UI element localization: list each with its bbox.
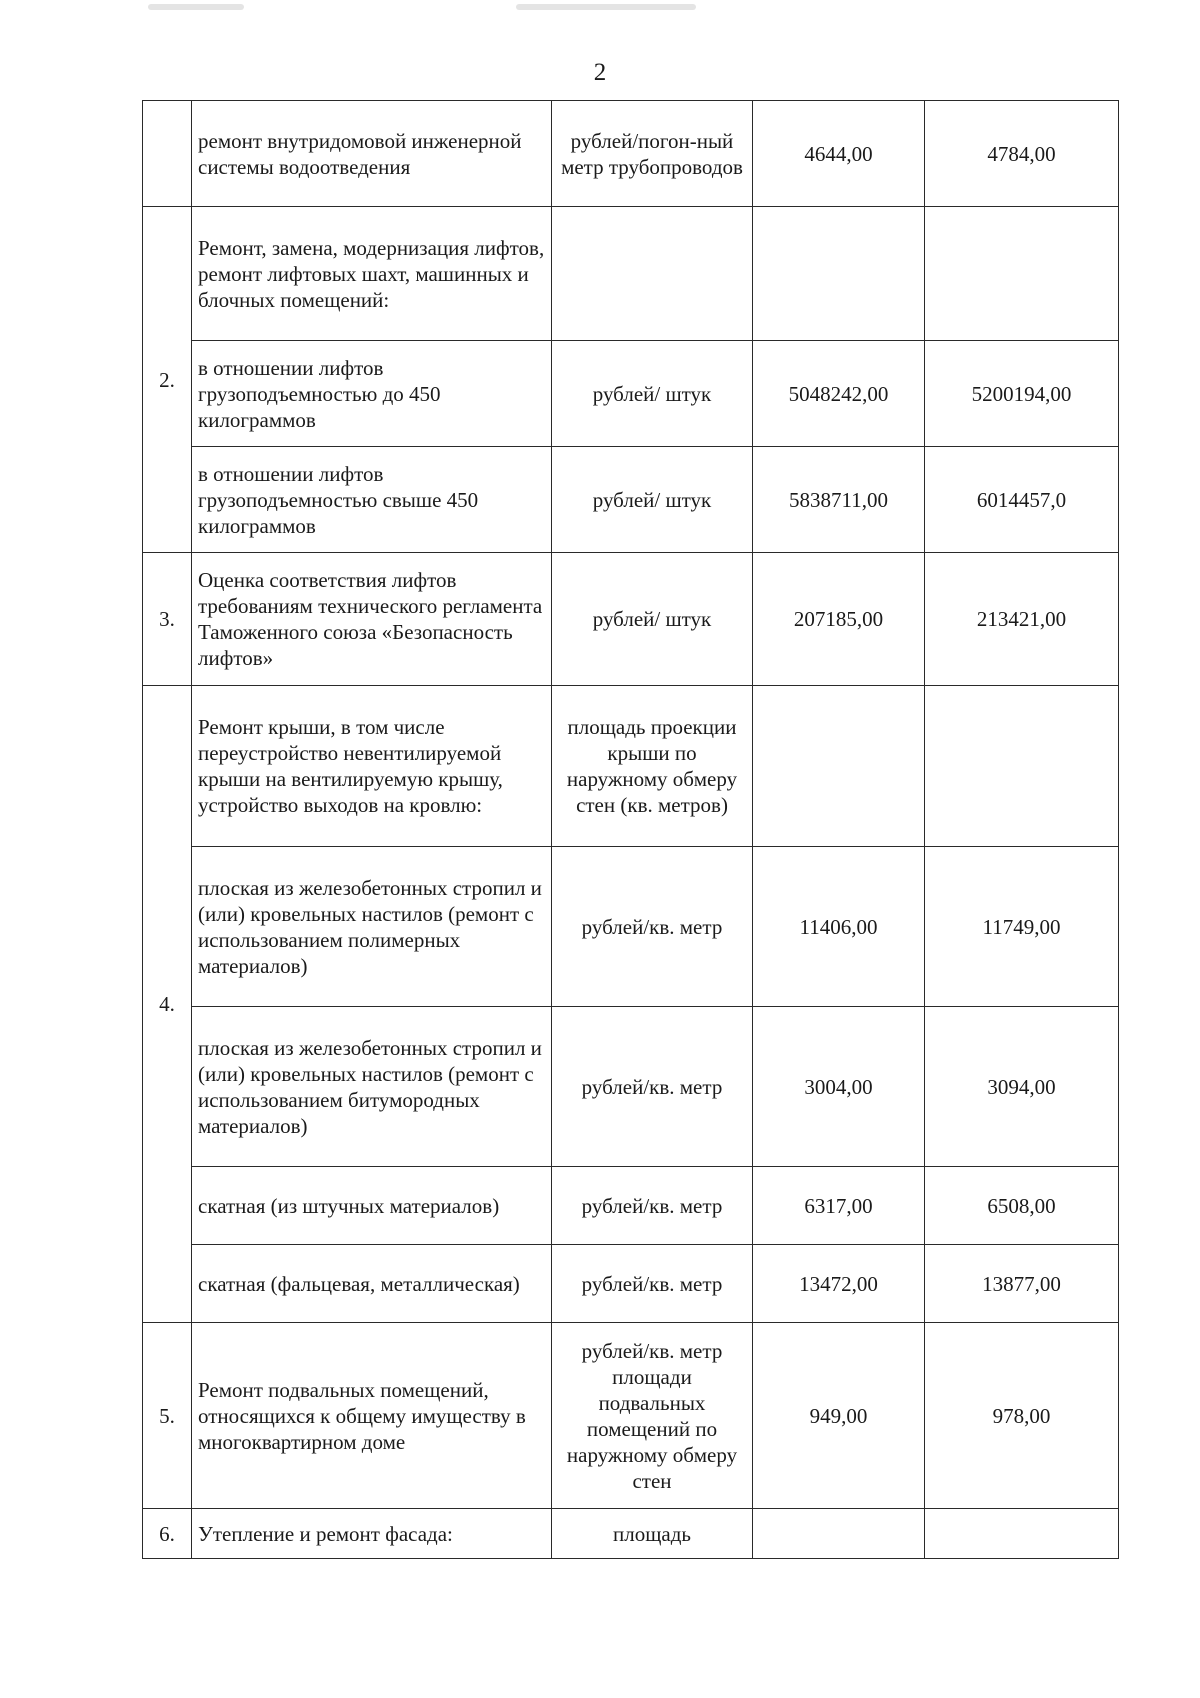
scan-artifact — [148, 4, 244, 10]
work-name: ремонт внутридомовой инженерной системы водоотведения — [192, 101, 552, 207]
row-number: 5. — [143, 1323, 192, 1509]
value-cell-2 — [925, 1509, 1119, 1559]
value-cell-2: 6508,00 — [925, 1167, 1119, 1245]
table-row — [143, 553, 1119, 686]
value-cell-2 — [925, 686, 1119, 847]
unit-cell: рублей/кв. метр — [552, 1167, 753, 1245]
table-row — [143, 1245, 1119, 1323]
value-cell-2: 213421,00 — [925, 553, 1119, 686]
work-name: Ремонт, замена, модернизация лифтов, ремонт лифтовых шахт, машинных и блочных помещений: — [192, 207, 552, 341]
value-cell-1 — [753, 1509, 925, 1559]
scan-artifact — [516, 4, 696, 10]
table-row — [143, 847, 1119, 1007]
table-row — [143, 1007, 1119, 1167]
value-cell-1: 3004,00 — [753, 1007, 925, 1167]
work-name: плоская из железобетонных стропил и (или) кровельных настилов (ремонт с использованием битумородных материалов) — [192, 1007, 552, 1167]
work-name: скатная (фальцевая, металлическая) — [192, 1245, 552, 1323]
value-cell-2: 978,00 — [925, 1323, 1119, 1509]
value-cell-1: 207185,00 — [753, 553, 925, 686]
work-name: в отношении лифтов грузоподъемностью свыше 450 килограммов — [192, 447, 552, 553]
value-cell-1 — [753, 207, 925, 341]
unit-cell: рублей/ штук — [552, 553, 753, 686]
unit-cell: рублей/кв. метр — [552, 1245, 753, 1323]
table-row — [143, 1323, 1119, 1509]
unit-cell: рублей/кв. метр — [552, 1007, 753, 1167]
rates-table — [142, 100, 1119, 1559]
work-name: Оценка соответствия лифтов требованиям технического регламента Таможенного союза «Безопасность лифтов» — [192, 553, 552, 686]
unit-cell: рублей/кв. метр — [552, 847, 753, 1007]
value-cell-1: 6317,00 — [753, 1167, 925, 1245]
table-row — [143, 101, 1119, 207]
row-number: 6. — [143, 1509, 192, 1559]
value-cell-2: 6014457,0 — [925, 447, 1119, 553]
table-row — [143, 686, 1119, 847]
unit-cell: рублей/погон-ный метр трубопроводов — [552, 101, 753, 207]
value-cell-2: 13877,00 — [925, 1245, 1119, 1323]
table-row — [143, 447, 1119, 553]
value-cell-1: 5048242,00 — [753, 341, 925, 447]
value-cell-1: 4644,00 — [753, 101, 925, 207]
value-cell-1: 5838711,00 — [753, 447, 925, 553]
row-number: 2. — [143, 207, 192, 553]
table-row — [143, 1509, 1119, 1559]
row-number: 4. — [143, 686, 192, 1323]
value-cell-2: 11749,00 — [925, 847, 1119, 1007]
unit-cell — [552, 207, 753, 341]
unit-cell: рублей/ штук — [552, 341, 753, 447]
value-cell-1 — [753, 686, 925, 847]
work-name: Ремонт крыши, в том числе переустройство невентилируемой крыши на вентилируемую крышу, устройство выходов на кровлю: — [192, 686, 552, 847]
value-cell-2 — [925, 207, 1119, 341]
work-name: Утепление и ремонт фасада: — [192, 1509, 552, 1559]
work-name: скатная (из штучных материалов) — [192, 1167, 552, 1245]
unit-cell: площадь проекции крыши по наружному обмеру стен (кв. метров) — [552, 686, 753, 847]
value-cell-2: 4784,00 — [925, 101, 1119, 207]
row-number: 3. — [143, 553, 192, 686]
value-cell-1: 949,00 — [753, 1323, 925, 1509]
unit-cell: площадь — [552, 1509, 753, 1559]
work-name: Ремонт подвальных помещений, относящихся к общему имуществу в многоквартирном доме — [192, 1323, 552, 1509]
page-number: 2 — [593, 59, 607, 86]
work-name: в отношении лифтов грузоподъемностью до 450 килограммов — [192, 341, 552, 447]
unit-cell: рублей/ штук — [552, 447, 753, 553]
table-row — [143, 207, 1119, 341]
value-cell-1: 11406,00 — [753, 847, 925, 1007]
table-row — [143, 341, 1119, 447]
work-name: плоская из железобетонных стропил и (или) кровельных настилов (ремонт с использованием полимерных материалов) — [192, 847, 552, 1007]
table-row — [143, 1167, 1119, 1245]
value-cell-2: 3094,00 — [925, 1007, 1119, 1167]
row-number — [143, 101, 192, 207]
value-cell-2: 5200194,00 — [925, 341, 1119, 447]
unit-cell: рублей/кв. метр площади подвальных помещений по наружному обмеру стен — [552, 1323, 753, 1509]
value-cell-1: 13472,00 — [753, 1245, 925, 1323]
